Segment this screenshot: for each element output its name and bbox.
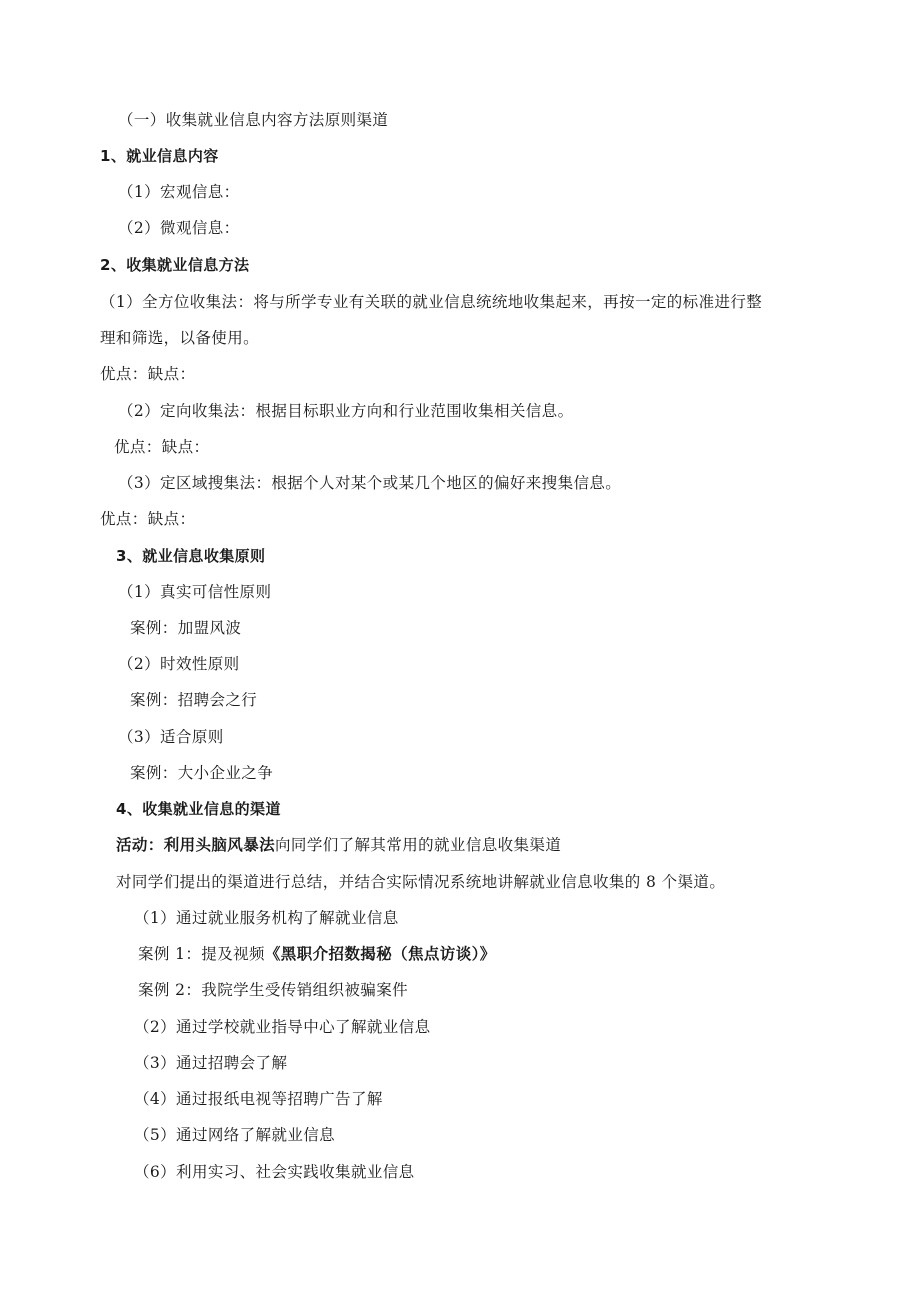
case-line: 案例：招聘会之行 [130,691,258,709]
activity-text: 向同学们了解其常用的就业信息收集渠道 [275,836,562,854]
list-item: （4）通过报纸电视等招聘广告了解 [134,1090,383,1108]
section-title: （一）收集就业信息内容方法原则渠道 [118,111,389,129]
activity-label: 活动：利用头脑风暴法 [116,835,276,854]
activity-line [116,835,561,855]
case-line: 案例：大小企业之争 [130,764,274,782]
list-item: （1）通过就业服务机构了解就业信息 [134,909,399,927]
case-label: 案例 1：提及视频 [138,945,265,963]
case-line: 案例：加盟风波 [130,619,242,637]
list-item: （3）适合原则 [118,728,224,746]
list-item: （6）利用实习、社会实践收集就业信息 [134,1163,415,1181]
list-item: （2）时效性原则 [118,655,240,673]
list-item: （5）通过网络了解就业信息 [134,1126,336,1144]
list-item: （1）真实可信性原则 [118,583,272,601]
list-item: （3）通过招聘会了解 [134,1054,288,1072]
case-line: 案例 2：我院学生受传销组织被骗案件 [138,981,408,999]
paragraph: 对同学们提出的渠道进行总结，并结合实际情况系统地讲解就业信息收集的 8 个渠道。 [116,873,726,891]
paragraph: 理和筛选，以备使用。 [100,329,260,347]
list-item: （2）微观信息： [118,219,240,237]
paragraph: （1）全方位收集法：将与所学专业有关联的就业信息统统地收集起来，再按一定的标准进行整 [100,293,763,311]
heading-4: 4、收集就业信息的渠道 [116,800,281,818]
paragraph: （3）定区域搜集法：根据个人对某个或某几个地区的偏好来搜集信息。 [118,474,622,492]
list-item: （1）宏观信息： [118,183,240,201]
heading-1: 1、就业信息内容 [100,147,219,165]
heading-3: 3、就业信息收集原则 [116,547,266,565]
list-item: （2）通过学校就业指导中心了解就业信息 [134,1018,431,1036]
pros-cons-line: 优点：缺点： [100,365,196,383]
video-title: 《黑职介招数揭秘（焦点访谈）》 [264,944,496,963]
pros-cons-line: 优点：缺点： [114,438,210,456]
pros-cons-line: 优点：缺点： [100,510,196,528]
paragraph: （2）定向收集法：根据目标职业方向和行业范围收集相关信息。 [118,402,574,420]
case-line [138,944,496,964]
heading-2: 2、收集就业信息方法 [100,256,250,274]
